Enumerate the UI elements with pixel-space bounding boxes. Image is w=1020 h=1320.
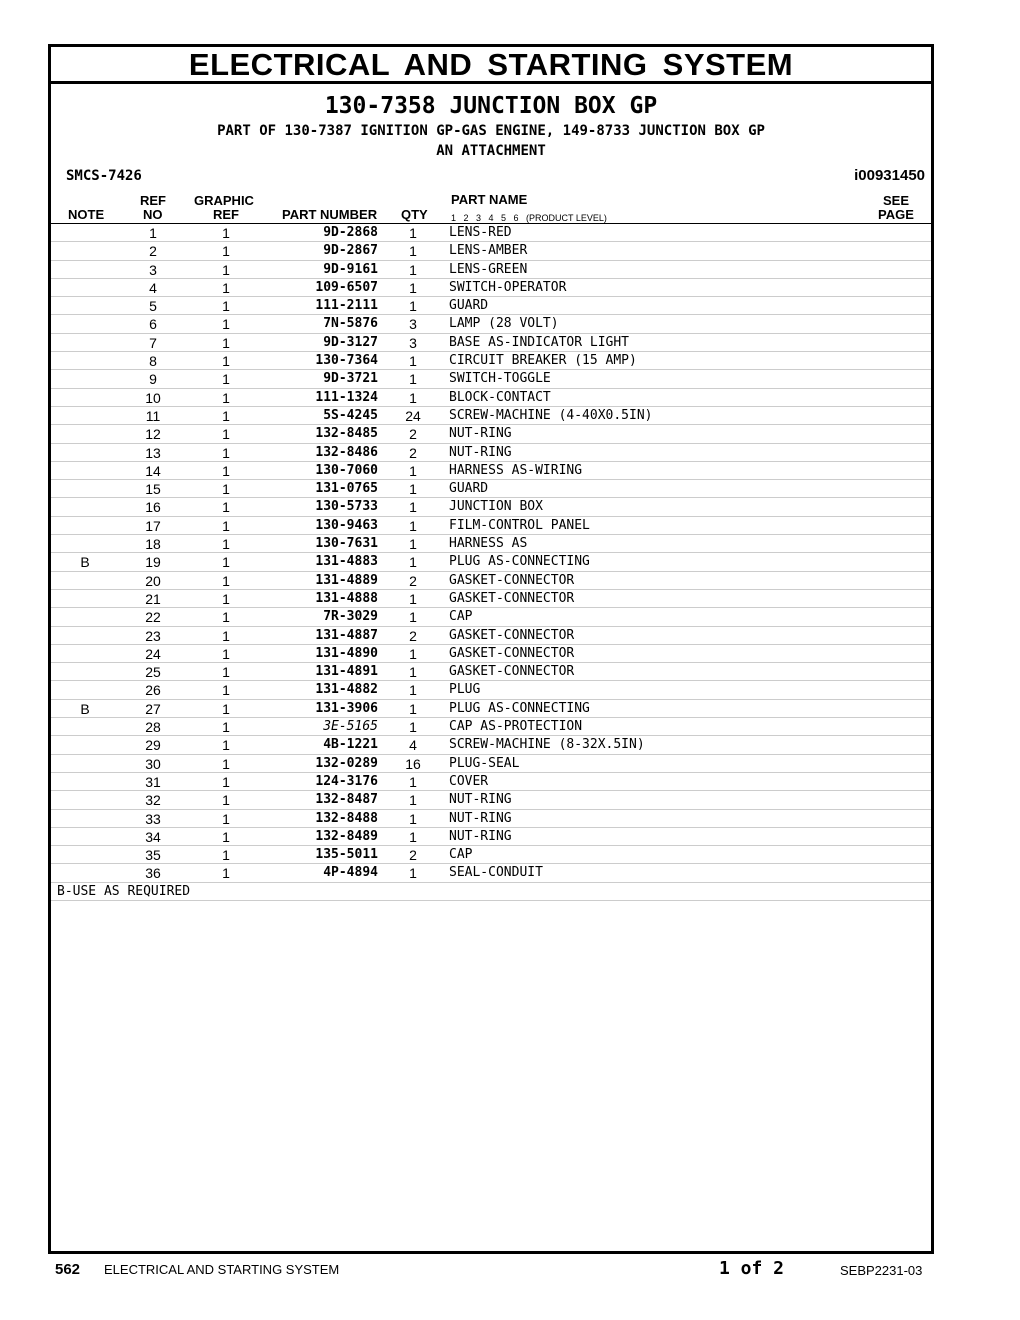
table-row <box>51 352 931 370</box>
row-part-name: SWITCH-TOGGLE <box>449 371 551 387</box>
table-row <box>51 681 931 699</box>
row-ref-no: 14 <box>145 462 161 479</box>
table-row <box>51 498 931 516</box>
row-note: B <box>80 554 90 571</box>
row-qty: 1 <box>409 645 417 662</box>
table-row <box>51 389 931 407</box>
table-row <box>51 864 931 882</box>
table-row <box>51 480 931 498</box>
row-graphic-ref: 1 <box>222 554 230 571</box>
table-row <box>51 590 931 608</box>
row-qty: 1 <box>409 298 417 315</box>
row-part-number: 131-3906 <box>315 700 378 716</box>
illustration-id: i00931450 <box>854 167 925 184</box>
row-part-name: LENS-AMBER <box>449 243 528 259</box>
footer-page-number: 562 <box>55 1261 81 1278</box>
table-row <box>51 535 931 553</box>
row-part-name: PLUG AS-CONNECTING <box>449 554 590 570</box>
row-ref-no: 23 <box>145 627 161 644</box>
table-row <box>51 407 931 425</box>
row-graphic-ref: 1 <box>222 828 230 845</box>
row-graphic-ref: 1 <box>222 590 230 607</box>
row-part-number: 111-1324 <box>315 389 378 405</box>
row-qty: 2 <box>409 572 417 589</box>
row-part-name: GUARD <box>449 481 489 497</box>
row-part-name: JUNCTION BOX <box>449 499 543 515</box>
table-row <box>51 572 931 590</box>
row-ref-no: 29 <box>145 737 161 754</box>
col-see-bottom: PAGE <box>878 207 914 222</box>
row-graphic-ref: 1 <box>222 645 230 662</box>
row-part-number: 131-4882 <box>315 682 378 698</box>
row-part-number: 7R-3029 <box>323 609 378 625</box>
row-qty: 2 <box>409 426 417 443</box>
parts-table <box>51 224 931 901</box>
row-ref-no: 32 <box>145 792 161 809</box>
row-ref-no: 34 <box>145 828 161 845</box>
row-graphic-ref: 1 <box>222 627 230 644</box>
row-graphic-ref: 1 <box>222 499 230 516</box>
col-see-top: SEE <box>883 193 910 208</box>
row-qty: 1 <box>409 279 417 296</box>
table-row <box>51 462 931 480</box>
row-part-name: CIRCUIT BREAKER (15 AMP) <box>449 353 637 369</box>
row-ref-no: 11 <box>145 407 161 424</box>
row-part-number: 132-0289 <box>315 755 378 771</box>
row-part-number: 9D-2867 <box>323 243 378 259</box>
col-qty: QTY <box>401 207 428 222</box>
row-ref-no: 24 <box>145 645 161 662</box>
row-graphic-ref: 1 <box>222 316 230 333</box>
table-row <box>51 700 931 718</box>
col-part-number: PART NUMBER <box>282 207 378 222</box>
row-part-number: 131-4888 <box>315 590 378 606</box>
row-graphic-ref: 1 <box>222 773 230 790</box>
row-qty: 1 <box>409 609 417 626</box>
row-ref-no: 13 <box>145 444 161 461</box>
row-part-number: 131-0765 <box>315 481 378 497</box>
row-qty: 1 <box>409 865 417 882</box>
row-ref-no: 18 <box>145 536 161 553</box>
col-product-level: 1 2 3 4 5 6 (PRODUCT LEVEL) <box>451 213 607 223</box>
table-row <box>51 370 931 388</box>
row-graphic-ref: 1 <box>222 847 230 864</box>
table-row <box>51 810 931 828</box>
row-part-name: LAMP (28 VOLT) <box>449 316 559 332</box>
row-part-number: 131-4891 <box>315 664 378 680</box>
table-row <box>51 279 931 297</box>
row-part-number: 7N-5876 <box>323 316 378 332</box>
row-qty: 1 <box>409 719 417 736</box>
row-part-name: LENS-RED <box>449 225 512 240</box>
row-part-name: CAP AS-PROTECTION <box>449 719 583 735</box>
row-ref-no: 2 <box>149 243 157 260</box>
row-graphic-ref: 1 <box>222 298 230 315</box>
table-header <box>51 191 931 224</box>
row-graphic-ref: 1 <box>222 609 230 626</box>
row-part-number: 9D-3127 <box>323 334 378 350</box>
row-part-number: 5S-4245 <box>323 407 378 423</box>
row-part-number: 130-5733 <box>315 499 378 515</box>
smcs-code: SMCS-7426 <box>66 168 142 184</box>
attachment-line: AN ATTACHMENT <box>436 143 546 159</box>
table-row <box>51 846 931 864</box>
table-row <box>51 773 931 791</box>
row-part-number: 9D-2868 <box>323 225 378 240</box>
row-ref-no: 17 <box>145 517 161 534</box>
row-part-name: PLUG <box>449 682 481 698</box>
row-part-number: 9D-9161 <box>323 261 378 277</box>
parts-page-frame <box>48 44 934 1254</box>
table-row <box>51 755 931 773</box>
footnote: B-USE AS REQUIRED <box>51 883 931 901</box>
table-row <box>51 663 931 681</box>
row-part-name: GUARD <box>449 298 489 314</box>
row-part-name: NUT-RING <box>449 810 512 826</box>
row-ref-no: 31 <box>145 773 161 790</box>
row-ref-no: 20 <box>145 572 161 589</box>
row-qty: 16 <box>405 755 421 772</box>
row-graphic-ref: 1 <box>222 261 230 278</box>
row-graphic-ref: 1 <box>222 755 230 772</box>
row-part-name: BASE AS-INDICATOR LIGHT <box>449 334 630 350</box>
row-part-number: 132-8487 <box>315 792 378 808</box>
row-qty: 1 <box>409 225 417 241</box>
row-ref-no: 12 <box>145 426 161 443</box>
section-title: ELECTRICAL AND STARTING SYSTEM <box>51 47 931 84</box>
row-part-number: 109-6507 <box>315 279 378 295</box>
row-graphic-ref: 1 <box>222 243 230 260</box>
row-part-name: NUT-RING <box>449 426 512 442</box>
row-ref-no: 36 <box>145 865 161 882</box>
row-graphic-ref: 1 <box>222 682 230 699</box>
row-graphic-ref: 1 <box>222 279 230 296</box>
group-title: 130-7358 JUNCTION BOX GP <box>324 93 658 119</box>
row-ref-no: 9 <box>149 371 157 388</box>
row-part-name: NUT-RING <box>449 444 512 460</box>
table-row <box>51 297 931 315</box>
row-part-name: SCREW-MACHINE (4-40X0.5IN) <box>449 407 653 423</box>
row-part-number: 130-9463 <box>315 517 378 533</box>
row-part-number: 131-4883 <box>315 554 378 570</box>
row-qty: 2 <box>409 444 417 461</box>
row-graphic-ref: 1 <box>222 444 230 461</box>
row-graphic-ref: 1 <box>222 481 230 498</box>
row-ref-no: 6 <box>149 316 157 333</box>
footer-section: ELECTRICAL AND STARTING SYSTEM <box>104 1262 340 1277</box>
row-ref-no: 22 <box>145 609 161 626</box>
table-row <box>51 736 931 754</box>
row-part-name: FILM-CONTROL PANEL <box>449 517 590 533</box>
row-part-name: NUT-RING <box>449 828 512 844</box>
row-part-name: CAP <box>449 847 473 863</box>
footer-doc-id: SEBP2231-03 <box>840 1263 923 1278</box>
row-part-name: GASKET-CONNECTOR <box>449 627 575 643</box>
row-ref-no: 16 <box>145 499 161 516</box>
row-qty: 1 <box>409 792 417 809</box>
col-graphic-top: GRAPHIC <box>194 193 254 208</box>
col-graphic-bottom: REF <box>213 207 239 222</box>
table-row <box>51 224 931 242</box>
row-part-number: 132-8488 <box>315 810 378 826</box>
table-row <box>51 425 931 443</box>
col-part-name: PART NAME <box>451 192 528 207</box>
row-part-number: 111-2111 <box>315 298 378 314</box>
row-graphic-ref: 1 <box>222 700 230 717</box>
row-graphic-ref: 1 <box>222 719 230 736</box>
row-part-name: GASKET-CONNECTOR <box>449 572 575 588</box>
table-row <box>51 553 931 571</box>
row-part-name: NUT-RING <box>449 792 512 808</box>
row-part-number: 132-8485 <box>315 426 378 442</box>
row-graphic-ref: 1 <box>222 334 230 351</box>
table-row <box>51 444 931 462</box>
table-row <box>51 718 931 736</box>
row-part-number: 132-8489 <box>315 828 378 844</box>
row-qty: 1 <box>409 664 417 681</box>
footer-sheet: 1 of 2 <box>719 1258 785 1279</box>
row-part-number: 130-7060 <box>315 462 378 478</box>
row-ref-no: 5 <box>149 298 157 315</box>
row-qty: 1 <box>409 261 417 278</box>
row-part-name: COVER <box>449 773 489 789</box>
row-graphic-ref: 1 <box>222 664 230 681</box>
row-ref-no: 19 <box>145 554 161 571</box>
row-part-name: CAP <box>449 609 473 625</box>
row-graphic-ref: 1 <box>222 810 230 827</box>
row-part-name: SEAL-CONDUIT <box>449 865 543 881</box>
row-ref-no: 7 <box>149 334 157 351</box>
row-graphic-ref: 1 <box>222 536 230 553</box>
table-row <box>51 645 931 663</box>
row-ref-no: 26 <box>145 682 161 699</box>
row-qty: 24 <box>405 407 421 424</box>
row-qty: 1 <box>409 700 417 717</box>
row-graphic-ref: 1 <box>222 407 230 424</box>
row-part-name: GASKET-CONNECTOR <box>449 645 575 661</box>
table-row <box>51 261 931 279</box>
table-row <box>51 242 931 260</box>
table-row <box>51 608 931 626</box>
row-part-number: 9D-3721 <box>323 371 378 387</box>
row-part-name: PLUG AS-CONNECTING <box>449 700 590 716</box>
row-graphic-ref: 1 <box>222 353 230 370</box>
row-part-number: 131-4889 <box>315 572 378 588</box>
row-graphic-ref: 1 <box>222 865 230 882</box>
row-qty: 1 <box>409 371 417 388</box>
col-note: NOTE <box>68 207 105 222</box>
row-part-name: GASKET-CONNECTOR <box>449 590 575 606</box>
col-ref-bottom: NO <box>143 207 163 222</box>
row-part-number: 4P-4894 <box>323 865 378 881</box>
row-qty: 1 <box>409 243 417 260</box>
row-part-number: 132-8486 <box>315 444 378 460</box>
row-part-number: 130-7364 <box>315 353 378 369</box>
row-part-name: LENS-GREEN <box>449 261 528 277</box>
row-part-name: SWITCH-OPERATOR <box>449 279 567 295</box>
row-ref-no: 21 <box>145 590 161 607</box>
row-part-number: 124-3176 <box>315 773 378 789</box>
row-graphic-ref: 1 <box>222 517 230 534</box>
row-part-number: 131-4890 <box>315 645 378 661</box>
row-ref-no: 3 <box>149 261 157 278</box>
row-part-name: BLOCK-CONTACT <box>449 389 551 405</box>
table-row <box>51 791 931 809</box>
table-row <box>51 627 931 645</box>
row-part-name: HARNESS AS-WIRING <box>449 462 583 478</box>
row-qty: 1 <box>409 353 417 370</box>
row-ref-no: 4 <box>149 279 157 296</box>
row-ref-no: 15 <box>145 481 161 498</box>
row-graphic-ref: 1 <box>222 371 230 388</box>
row-qty: 1 <box>409 682 417 699</box>
row-graphic-ref: 1 <box>222 792 230 809</box>
row-ref-no: 27 <box>145 700 161 717</box>
row-part-name: SCREW-MACHINE (8-32X.5IN) <box>449 737 645 753</box>
row-ref-no: 33 <box>145 810 161 827</box>
row-part-number: 135-5011 <box>315 847 378 863</box>
row-graphic-ref: 1 <box>222 389 230 406</box>
row-qty: 4 <box>409 737 417 754</box>
table-row <box>51 315 931 333</box>
row-part-number: 131-4887 <box>315 627 378 643</box>
row-qty: 1 <box>409 828 417 845</box>
row-ref-no: 30 <box>145 755 161 772</box>
row-qty: 1 <box>409 517 417 534</box>
table-row <box>51 334 931 352</box>
row-part-name: PLUG-SEAL <box>449 755 520 771</box>
row-qty: 1 <box>409 810 417 827</box>
row-qty: 1 <box>409 536 417 553</box>
row-part-number: 130-7631 <box>315 536 378 552</box>
row-part-name: GASKET-CONNECTOR <box>449 664 575 680</box>
row-graphic-ref: 1 <box>222 225 230 241</box>
row-qty: 3 <box>409 316 417 333</box>
row-ref-no: 10 <box>145 389 161 406</box>
row-qty: 3 <box>409 334 417 351</box>
row-ref-no: 28 <box>145 719 161 736</box>
row-part-number: 4B-1221 <box>323 737 378 753</box>
row-graphic-ref: 1 <box>222 462 230 479</box>
row-ref-no: 25 <box>145 664 161 681</box>
row-qty: 2 <box>409 627 417 644</box>
row-graphic-ref: 1 <box>222 426 230 443</box>
table-row <box>51 828 931 846</box>
row-qty: 1 <box>409 773 417 790</box>
col-ref-top: REF <box>140 193 166 208</box>
row-qty: 1 <box>409 554 417 571</box>
row-qty: 1 <box>409 499 417 516</box>
row-qty: 1 <box>409 590 417 607</box>
row-qty: 1 <box>409 481 417 498</box>
row-ref-no: 1 <box>149 225 157 241</box>
row-graphic-ref: 1 <box>222 737 230 754</box>
row-qty: 1 <box>409 389 417 406</box>
part-of-line: PART OF 130-7387 IGNITION GP-GAS ENGINE, 149-8733 JUNCTION BOX GP <box>217 123 765 139</box>
row-qty: 2 <box>409 847 417 864</box>
row-part-name: HARNESS AS <box>449 536 528 552</box>
row-ref-no: 35 <box>145 847 161 864</box>
row-ref-no: 8 <box>149 353 157 370</box>
row-part-number: 3E-5165 <box>323 719 378 735</box>
row-note: B <box>80 700 90 717</box>
row-qty: 1 <box>409 462 417 479</box>
row-graphic-ref: 1 <box>222 572 230 589</box>
table-row <box>51 517 931 535</box>
